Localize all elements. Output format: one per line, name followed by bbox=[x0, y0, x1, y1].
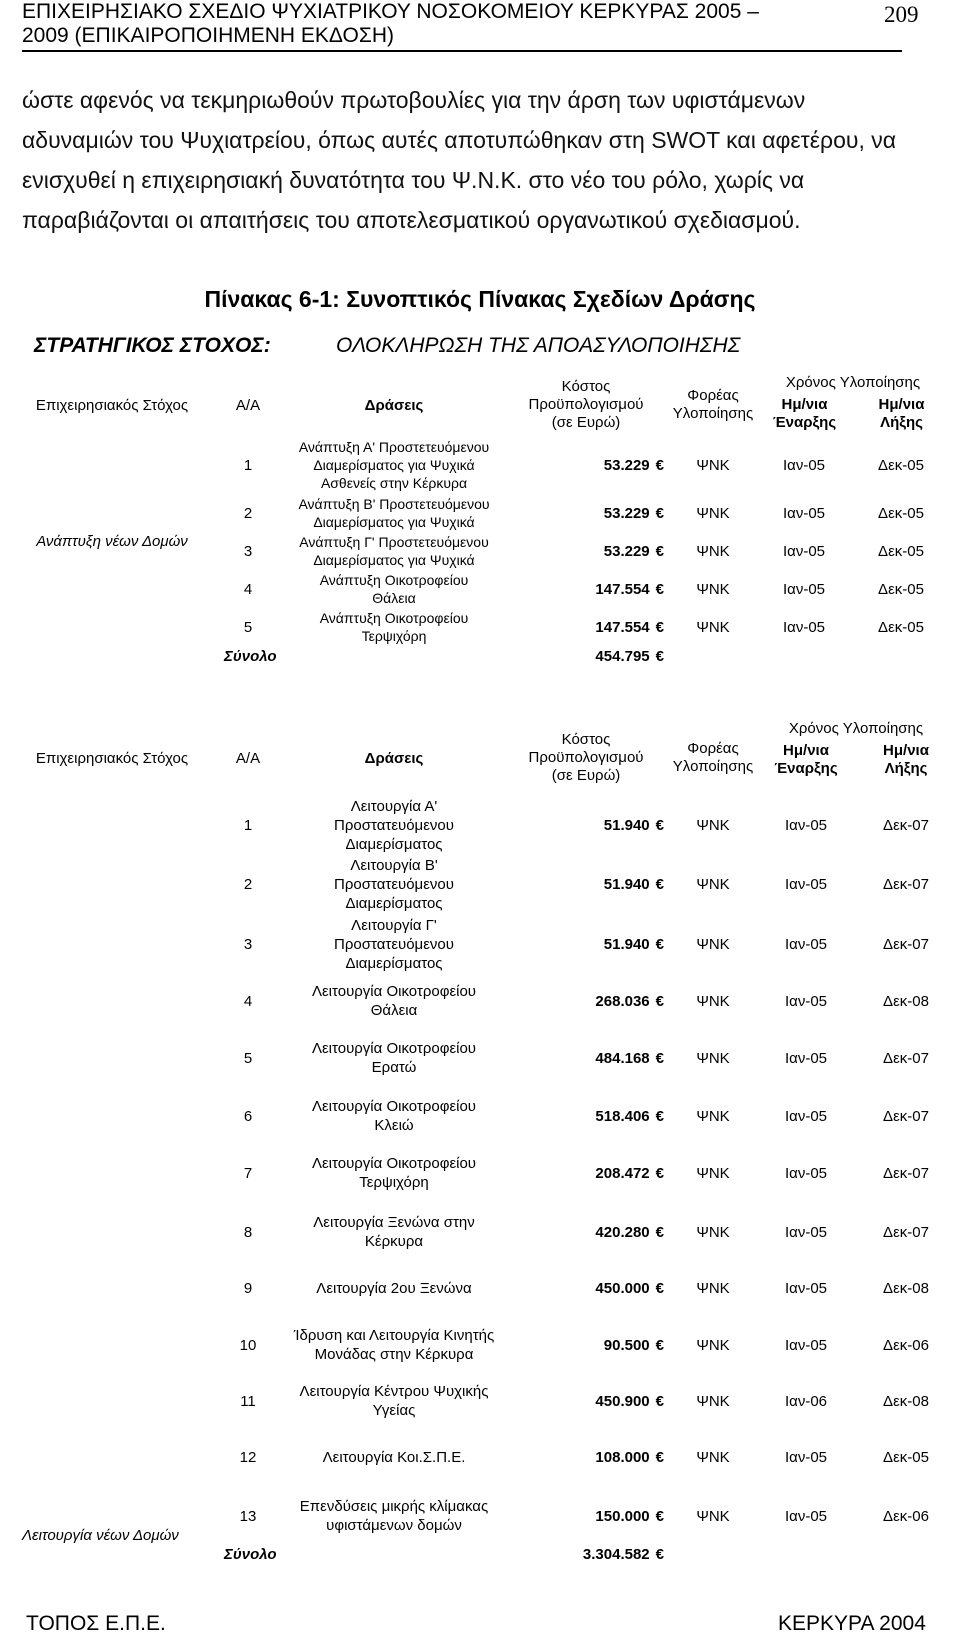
end-cell: Δεκ-05 bbox=[878, 504, 924, 522]
col-end-line: Ημ/νια bbox=[878, 396, 925, 413]
col-objective: Επιχειρησιακός Στόχος bbox=[35, 396, 189, 414]
row-number: 4 bbox=[243, 580, 253, 598]
euro-icon: € bbox=[655, 542, 664, 560]
action-line: Διαμερίσματος bbox=[345, 954, 443, 972]
start-cell: Ιαν-05 bbox=[784, 1223, 828, 1241]
euro-icon: € bbox=[655, 618, 664, 636]
end-cell: Δεκ-06 bbox=[883, 1507, 929, 1525]
action-line: Λειτουργία Ξενώνα στην bbox=[313, 1214, 475, 1231]
action-line: Ασθενείς στην Κέρκυρα bbox=[320, 475, 468, 491]
euro-icon: € bbox=[655, 456, 664, 474]
total-row bbox=[14, 1544, 956, 1564]
end-cell: Δεκ-06 bbox=[883, 1336, 929, 1354]
total-label: Σύνολο bbox=[224, 1545, 277, 1563]
end-cell: Δεκ-05 bbox=[878, 580, 924, 598]
header-divider bbox=[22, 50, 902, 52]
col-cost-line: (σε Ευρώ) bbox=[551, 767, 621, 784]
end-cell: Δεκ-07 bbox=[883, 1223, 929, 1241]
body-cell: ΨΝΚ bbox=[696, 504, 730, 522]
action-cell bbox=[286, 914, 502, 974]
paragraph-line: ενισχυθεί η επιχειρησιακή δυνατότητα του Ψ.Ν.Κ. στο νέο του ρόλο, χωρίς να bbox=[22, 167, 805, 193]
cost-cell bbox=[502, 1202, 670, 1262]
cost-value: 108.000 bbox=[595, 1448, 650, 1466]
action-line: Ανάπτυξη Α' Προστετευόμενου bbox=[298, 439, 490, 455]
body-cell: ΨΝΚ bbox=[696, 1223, 730, 1241]
start-cell: Ιαν-05 bbox=[782, 542, 826, 560]
cost-value: 420.280 bbox=[595, 1223, 650, 1241]
action-cell bbox=[286, 570, 502, 608]
start-cell: Ιαν-05 bbox=[784, 816, 828, 834]
action-cell bbox=[286, 1426, 502, 1488]
start-cell: Ιαν-05 bbox=[784, 1279, 828, 1297]
start-cell: Ιαν-05 bbox=[784, 875, 828, 893]
action-line: Ίδρυση και Λειτουργία Κινητής bbox=[293, 1327, 495, 1344]
action-line: Τερψιχόρη bbox=[359, 1174, 429, 1191]
body-paragraph bbox=[22, 80, 932, 240]
footer-left: ΤΟΠΟΣ Ε.Π.Ε. bbox=[26, 1612, 166, 1635]
col-body-line: Φορέας bbox=[687, 740, 739, 757]
body-cell: ΨΝΚ bbox=[696, 1107, 730, 1125]
col-start-line: Έναρξης bbox=[772, 414, 837, 431]
cost-cell bbox=[502, 1088, 670, 1144]
body-cell: ΨΝΚ bbox=[696, 1279, 730, 1297]
cost-cell bbox=[502, 796, 670, 854]
col-cost bbox=[502, 720, 670, 796]
euro-icon: € bbox=[655, 580, 664, 598]
cost-cell bbox=[502, 532, 670, 570]
cost-value: 518.406 bbox=[595, 1107, 650, 1125]
total-cost bbox=[502, 1544, 670, 1564]
cost-cell bbox=[502, 1376, 670, 1426]
cost-value: 90.500 bbox=[603, 1336, 650, 1354]
action-cell bbox=[286, 494, 502, 532]
action-cell bbox=[286, 436, 502, 494]
body-cell: ΨΝΚ bbox=[696, 992, 730, 1010]
col-body-line: Υλοποίησης bbox=[672, 758, 754, 775]
col-num: Α/Α bbox=[235, 749, 261, 767]
table-title: Πίνακας 6-1: Συνοπτικός Πίνακας Σχεδίων Δράσης bbox=[204, 286, 756, 312]
objective-cell: Ανάπτυξη νέων Δομών bbox=[36, 532, 188, 550]
start-cell: Ιαν-05 bbox=[784, 1507, 828, 1525]
start-cell: Ιαν-05 bbox=[784, 1049, 828, 1067]
action-line: Λειτουργία Κέντρου Ψυχικής bbox=[299, 1383, 489, 1400]
cost-value: 51.940 bbox=[603, 875, 650, 893]
cost-value: 147.554 bbox=[595, 580, 650, 598]
action-line: Επενδύσεις μικρής κλίμακας bbox=[299, 1498, 489, 1515]
cost-value: 484.168 bbox=[595, 1049, 650, 1067]
cost-value: 450.900 bbox=[595, 1392, 650, 1410]
action-line: Κλειώ bbox=[374, 1117, 414, 1134]
action-line: Ανάπτυξη Γ' Προστετευόμενου bbox=[299, 534, 489, 550]
total-cost bbox=[502, 646, 670, 666]
body-cell: ΨΝΚ bbox=[696, 580, 730, 598]
body-cell: ΨΝΚ bbox=[696, 1049, 730, 1067]
action-plan-table-1 bbox=[14, 374, 950, 666]
action-line: Προστατευόμενου bbox=[334, 875, 454, 893]
action-line: Λειτουργία Οικοτροφείου bbox=[311, 1040, 477, 1057]
col-start bbox=[756, 742, 856, 778]
action-cell bbox=[286, 1088, 502, 1144]
action-line: Κέρκυρα bbox=[364, 1233, 424, 1250]
start-cell: Ιαν-06 bbox=[784, 1392, 828, 1410]
total-value: 454.795 bbox=[595, 647, 650, 665]
cost-cell bbox=[502, 974, 670, 1028]
cost-value: 150.000 bbox=[595, 1507, 650, 1525]
total-row bbox=[14, 646, 950, 666]
action-plan-table-2 bbox=[14, 720, 956, 1564]
action-line: Λειτουργία Οικοτροφείου bbox=[311, 1155, 477, 1172]
col-time-label: Χρόνος Υλοποίησης bbox=[788, 720, 924, 737]
start-cell: Ιαν-05 bbox=[782, 456, 826, 474]
action-line: Λειτουργία Οικοτροφείου bbox=[311, 1098, 477, 1115]
col-end-line: Λήξης bbox=[884, 760, 928, 777]
row-number: 1 bbox=[243, 816, 253, 834]
table-row bbox=[14, 436, 950, 494]
row-number: 10 bbox=[239, 1336, 257, 1354]
row-number: 2 bbox=[243, 504, 253, 522]
action-line: Προστατευόμενου bbox=[334, 816, 454, 834]
action-line: υφιστάμενων δομών bbox=[326, 1517, 462, 1534]
euro-icon: € bbox=[655, 1392, 664, 1410]
paragraph-line: ώστε αφενός να τεκμηριωθούν πρωτοβουλίες για την άρση των υφιστάμενων bbox=[22, 87, 806, 113]
start-cell: Ιαν-05 bbox=[784, 992, 828, 1010]
action-line: Λειτουργία Οικοτροφείου bbox=[311, 983, 477, 1000]
action-cell bbox=[286, 1202, 502, 1262]
body-cell: ΨΝΚ bbox=[696, 542, 730, 560]
strategic-goal-label: ΣΤΡΑΤΗΓΙΚΟΣ ΣΤΟΧΟΣ: bbox=[34, 334, 271, 357]
start-cell: Ιαν-05 bbox=[782, 580, 826, 598]
cost-cell bbox=[502, 1488, 670, 1544]
running-header bbox=[22, 0, 902, 48]
page-number: 209 bbox=[884, 2, 919, 27]
col-start-line: Ημ/νια bbox=[781, 396, 828, 413]
col-end bbox=[853, 396, 950, 432]
cost-value: 53.229 bbox=[603, 504, 650, 522]
col-body-line: Φορέας bbox=[687, 387, 739, 404]
col-end bbox=[856, 742, 956, 778]
col-cost-line: Κόστος bbox=[561, 731, 611, 748]
col-cost-line: Κόστος bbox=[561, 378, 611, 395]
row-number: 5 bbox=[243, 1049, 253, 1067]
end-cell: Δεκ-05 bbox=[878, 618, 924, 636]
col-time bbox=[756, 720, 956, 796]
euro-icon: € bbox=[655, 816, 664, 834]
action-cell bbox=[286, 854, 502, 914]
row-number: 7 bbox=[243, 1164, 253, 1182]
row-number: 5 bbox=[243, 618, 253, 636]
objective-cell: Λειτουργία νέων Δομών bbox=[22, 1527, 179, 1544]
cost-cell bbox=[502, 436, 670, 494]
cost-cell bbox=[502, 608, 670, 646]
cost-value: 268.036 bbox=[595, 992, 650, 1010]
start-cell: Ιαν-05 bbox=[782, 618, 826, 636]
col-cost-line: Προϋπολογισμού bbox=[528, 749, 644, 766]
euro-icon: € bbox=[655, 1336, 664, 1354]
euro-icon: € bbox=[655, 1164, 664, 1182]
cost-cell bbox=[502, 914, 670, 974]
col-time bbox=[756, 374, 950, 436]
action-cell bbox=[286, 1262, 502, 1314]
action-line: Προστατευόμενου bbox=[334, 935, 454, 953]
action-line: Διαμερίσματος για Ψυχικά bbox=[313, 457, 475, 473]
action-line: Ανάπτυξη Β' Προστετευόμενου bbox=[298, 496, 490, 512]
cost-cell bbox=[502, 854, 670, 914]
body-cell: ΨΝΚ bbox=[696, 1507, 730, 1525]
footer-right: ΚΕΡΚΥΡΑ 2004 bbox=[778, 1612, 926, 1635]
cost-value: 147.554 bbox=[595, 618, 650, 636]
col-actions: Δράσεις bbox=[364, 396, 424, 414]
action-line: Διαμερίσματος για Ψυχικά bbox=[313, 552, 475, 568]
action-cell bbox=[286, 1144, 502, 1202]
end-cell: Δεκ-05 bbox=[878, 542, 924, 560]
col-start bbox=[756, 396, 853, 432]
cost-value: 450.000 bbox=[595, 1279, 650, 1297]
euro-icon: € bbox=[655, 992, 664, 1010]
col-num: Α/Α bbox=[235, 396, 261, 414]
body-cell: ΨΝΚ bbox=[696, 456, 730, 474]
body-cell: ΨΝΚ bbox=[696, 1336, 730, 1354]
cost-cell bbox=[502, 1426, 670, 1488]
action-line: Λειτουργία Κοι.Σ.Π.Ε. bbox=[322, 1448, 466, 1466]
end-cell: Δεκ-08 bbox=[883, 992, 929, 1010]
total-label: Σύνολο bbox=[224, 647, 277, 665]
row-number: 1 bbox=[243, 456, 253, 474]
row-number: 8 bbox=[243, 1223, 253, 1241]
action-line: Λειτουργία Γ' bbox=[351, 916, 437, 934]
action-line: Λειτουργία Β' bbox=[350, 856, 438, 874]
action-cell bbox=[286, 532, 502, 570]
body-cell: ΨΝΚ bbox=[696, 875, 730, 893]
action-cell bbox=[286, 608, 502, 646]
row-number: 13 bbox=[239, 1507, 257, 1525]
euro-icon: € bbox=[655, 647, 664, 665]
action-line: Ερατώ bbox=[371, 1059, 417, 1076]
action-line: Διαμερίσματος bbox=[345, 894, 443, 912]
header-line-1: ΕΠΙΧΕΙΡΗΣΙΑΚΟ ΣΧΕΔΙΟ ΨΥΧΙΑΤΡΙΚΟΥ ΝΟΣΟΚΟΜΕΙΟΥ ΚΕΡΚΥΡΑΣ 2005 – bbox=[22, 0, 759, 23]
row-number: 6 bbox=[243, 1107, 253, 1125]
table-header-row bbox=[14, 374, 950, 436]
start-cell: Ιαν-05 bbox=[784, 1336, 828, 1354]
col-actions: Δράσεις bbox=[364, 749, 424, 767]
total-value: 3.304.582 bbox=[582, 1545, 650, 1563]
euro-icon: € bbox=[655, 1448, 664, 1466]
end-cell: Δεκ-07 bbox=[883, 816, 929, 834]
cost-value: 53.229 bbox=[603, 456, 650, 474]
body-cell: ΨΝΚ bbox=[696, 1392, 730, 1410]
euro-icon: € bbox=[655, 935, 664, 953]
table-header-row bbox=[14, 720, 956, 796]
action-line: Θάλεια bbox=[372, 590, 416, 606]
cost-cell bbox=[502, 1314, 670, 1376]
end-cell: Δεκ-08 bbox=[883, 1392, 929, 1410]
body-cell: ΨΝΚ bbox=[696, 618, 730, 636]
action-cell bbox=[286, 1376, 502, 1426]
body-cell: ΨΝΚ bbox=[696, 816, 730, 834]
row-number: 3 bbox=[243, 935, 253, 953]
end-cell: Δεκ-07 bbox=[883, 1164, 929, 1182]
action-line: Διαμερίσματος bbox=[345, 835, 443, 853]
empty-cell bbox=[670, 1544, 956, 1564]
row-number: 4 bbox=[243, 992, 253, 1010]
col-objective: Επιχειρησιακός Στόχος bbox=[35, 749, 189, 767]
cost-cell bbox=[502, 1144, 670, 1202]
euro-icon: € bbox=[655, 875, 664, 893]
euro-icon: € bbox=[655, 1049, 664, 1067]
empty-cell bbox=[670, 646, 950, 666]
action-cell bbox=[286, 796, 502, 854]
end-cell: Δεκ-08 bbox=[883, 1279, 929, 1297]
col-end-line: Λήξης bbox=[880, 414, 923, 431]
header-line-2: 2009 (ΕΠΙΚΑΙΡΟΠΟΙΗΜΕΝΗ ΕΚΔΟΣΗ) bbox=[22, 24, 394, 47]
strategic-goal-value: ΟΛΟΚΛΗΡΩΣΗ ΤΗΣ ΑΠΟΑΣΥΛΟΠΟΙΗΣΗΣ bbox=[336, 334, 741, 357]
cost-value: 53.229 bbox=[603, 542, 650, 560]
col-body bbox=[670, 374, 756, 436]
row-number: 11 bbox=[240, 1392, 256, 1410]
action-line: Λειτουργία Α' bbox=[350, 797, 438, 815]
col-cost-line: Προϋπολογισμού bbox=[528, 396, 644, 413]
table-row bbox=[14, 796, 956, 854]
end-cell: Δεκ-07 bbox=[883, 1107, 929, 1125]
start-cell: Ιαν-05 bbox=[782, 504, 826, 522]
col-start-line: Ημ/νια bbox=[783, 742, 829, 759]
col-body-line: Υλοποίησης bbox=[672, 405, 754, 422]
body-cell: ΨΝΚ bbox=[696, 935, 730, 953]
end-cell: Δεκ-05 bbox=[878, 456, 924, 474]
cost-value: 51.940 bbox=[603, 935, 650, 953]
col-cost-line: (σε Ευρώ) bbox=[551, 414, 621, 431]
end-cell: Δεκ-07 bbox=[883, 875, 929, 893]
col-cost bbox=[502, 374, 670, 436]
paragraph-line: παραβιάζονται οι απαιτήσεις του αποτελεσματικού οργανωτικού σχεδιασμού. bbox=[22, 207, 801, 233]
start-cell: Ιαν-05 bbox=[784, 935, 828, 953]
euro-icon: € bbox=[655, 1223, 664, 1241]
cost-value: 51.940 bbox=[603, 816, 650, 834]
row-number: 3 bbox=[243, 542, 253, 560]
action-line: Τερψιχόρη bbox=[361, 628, 427, 644]
action-line: Ανάπτυξη Οικοτροφείου bbox=[319, 572, 469, 588]
euro-icon: € bbox=[655, 1279, 664, 1297]
action-line: Ανάπτυξη Οικοτροφείου bbox=[319, 610, 469, 626]
cost-value: 208.472 bbox=[595, 1164, 650, 1182]
action-cell bbox=[286, 1488, 502, 1544]
col-body bbox=[670, 720, 756, 796]
action-line: Θάλεια bbox=[370, 1002, 418, 1019]
action-cell bbox=[286, 974, 502, 1028]
start-cell: Ιαν-05 bbox=[784, 1107, 828, 1125]
action-line: Λειτουργία 2ου Ξενώνα bbox=[316, 1279, 472, 1297]
body-cell: ΨΝΚ bbox=[696, 1164, 730, 1182]
end-cell: Δεκ-07 bbox=[883, 935, 929, 953]
action-cell bbox=[286, 1028, 502, 1088]
euro-icon: € bbox=[655, 1107, 664, 1125]
start-cell: Ιαν-05 bbox=[784, 1164, 828, 1182]
col-end-line: Ημ/νια bbox=[883, 742, 929, 759]
col-time-label: Χρόνος Υλοποίησης bbox=[785, 374, 921, 391]
col-start-line: Έναρξης bbox=[774, 760, 838, 777]
action-line: Μονάδας στην Κέρκυρα bbox=[314, 1346, 474, 1363]
end-cell: Δεκ-07 bbox=[883, 1049, 929, 1067]
row-number: 9 bbox=[243, 1279, 253, 1297]
cost-cell bbox=[502, 494, 670, 532]
action-line: Υγείας bbox=[372, 1402, 416, 1419]
end-cell: Δεκ-05 bbox=[883, 1448, 929, 1466]
euro-icon: € bbox=[655, 1545, 664, 1563]
paragraph-line: αδυναμιών του Ψυχιατρείου, όπως αυτές αποτυπώθηκαν στη SWOT και αφετέρου, να bbox=[22, 127, 897, 153]
cost-cell bbox=[502, 570, 670, 608]
cost-cell bbox=[502, 1028, 670, 1088]
action-line: Διαμερίσματος για Ψυχικά bbox=[313, 514, 475, 530]
body-cell: ΨΝΚ bbox=[696, 1448, 730, 1466]
euro-icon: € bbox=[655, 504, 664, 522]
action-cell bbox=[286, 1314, 502, 1376]
cost-cell bbox=[502, 1262, 670, 1314]
euro-icon: € bbox=[655, 1507, 664, 1525]
start-cell: Ιαν-05 bbox=[784, 1448, 828, 1466]
row-number: 2 bbox=[243, 875, 253, 893]
row-number: 12 bbox=[239, 1448, 257, 1466]
